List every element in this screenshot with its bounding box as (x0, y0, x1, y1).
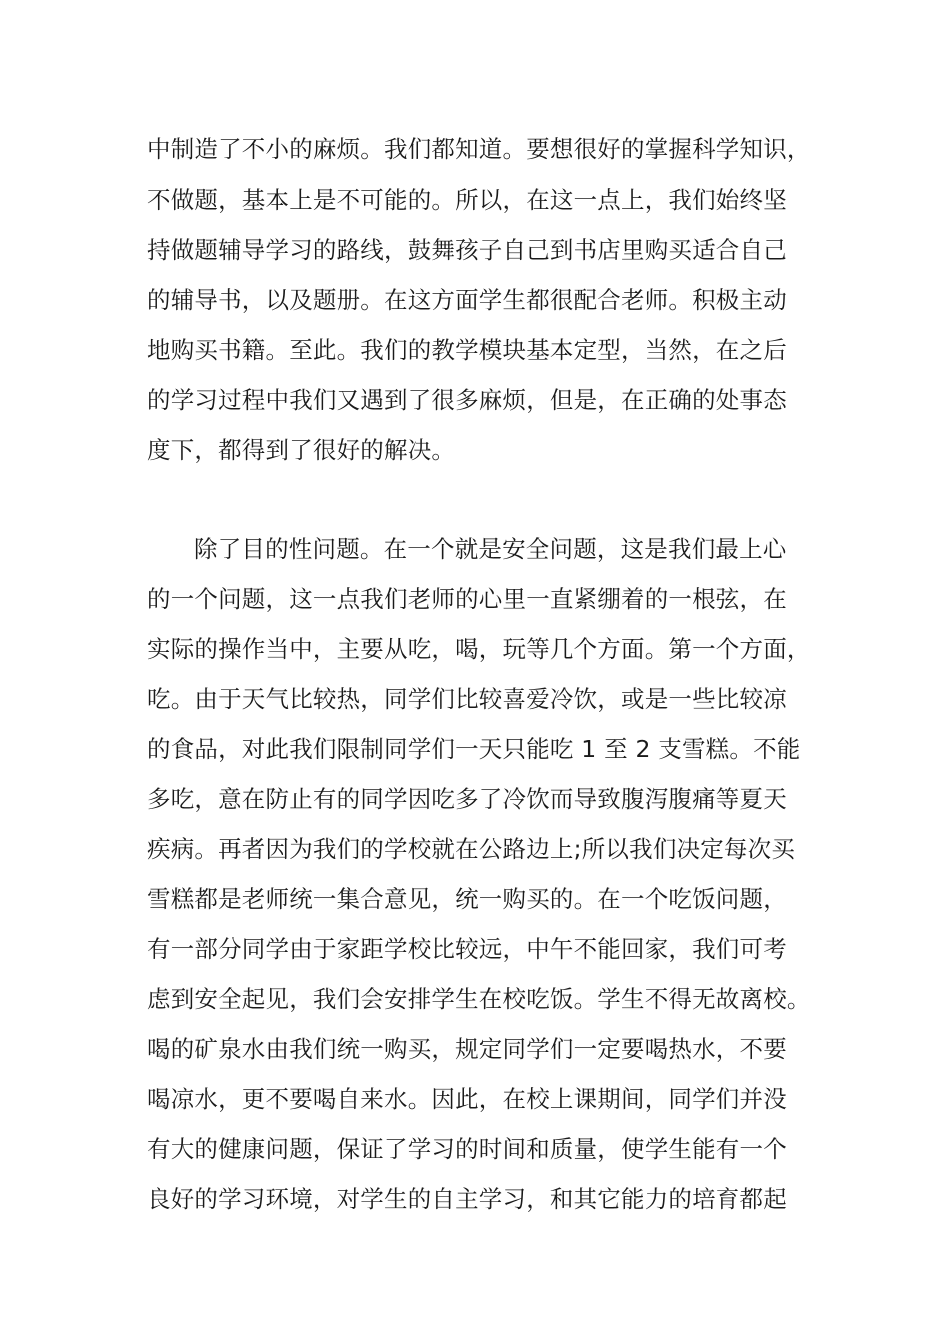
paragraph-2-line: 的食品，对此我们限制同学们一天只能吃 1 至 2 支雪糕。不能 (147, 735, 801, 763)
paragraph-2-line: 雪糕都是老师统一集合意见，统一购买的。在一个吃饭问题， (147, 885, 787, 913)
paragraph-2-line: 喝的矿泉水由我们统一购买，规定同学们一定要喝热水，不要 (147, 1035, 787, 1063)
paragraph-1-line: 不做题，基本上是不可能的。所以，在这一点上，我们始终坚 (147, 186, 787, 214)
paragraph-2-line: 有一部分同学由于家距学校比较远，中午不能回家，我们可考 (147, 935, 787, 963)
paragraph-1-line: 地购买书籍。至此。我们的教学模块基本定型，当然，在之后 (147, 336, 787, 364)
paragraph-2-line: 喝凉水，更不要喝自来水。因此，在校上课期间，同学们并没 (147, 1085, 787, 1113)
paragraph-1-line: 持做题辅导学习的路线，鼓舞孩子自己到书店里购买适合自己 (147, 236, 787, 264)
paragraph-2-line: 吃。由于天气比较热，同学们比较喜爱冷饮，或是一些比较凉 (147, 685, 787, 713)
paragraph-2-line: 实际的操作当中，主要从吃，喝，玩等几个方面。第一个方面， (147, 635, 811, 663)
paragraph-2-line: 虑到安全起见，我们会安排学生在校吃饭。学生不得无故离校。 (147, 985, 811, 1013)
paragraph-1-line: 的辅导书，以及题册。在这方面学生都很配合老师。积极主动 (147, 286, 787, 314)
paragraph-2-line: 的一个问题，这一点我们老师的心里一直紧绷着的一根弦，在 (147, 585, 787, 613)
paragraph-2-line: 除了目的性问题。在一个就是安全问题，这是我们最上心 (194, 535, 787, 563)
paragraph-1-line: 中制造了不小的麻烦。我们都知道。要想很好的掌握科学知识， (147, 135, 811, 163)
paragraph-1-line: 度下，都得到了很好的解决。 (147, 436, 456, 464)
paragraph-2-line: 多吃，意在防止有的同学因吃多了冷饮而导致腹泻腹痛等夏天 (147, 785, 787, 813)
paragraph-1-line: 的学习过程中我们又遇到了很多麻烦，但是，在正确的处事态 (147, 386, 787, 414)
paragraph-2-line: 有大的健康问题，保证了学习的时间和质量，使学生能有一个 (147, 1135, 787, 1163)
paragraph-2-line: 良好的学习环境，对学生的自主学习，和其它能力的培育都起 (147, 1185, 787, 1213)
paragraph-2-line: 疾病。再者因为我们的学校就在公路边上;所以我们决定每次买 (147, 835, 796, 863)
